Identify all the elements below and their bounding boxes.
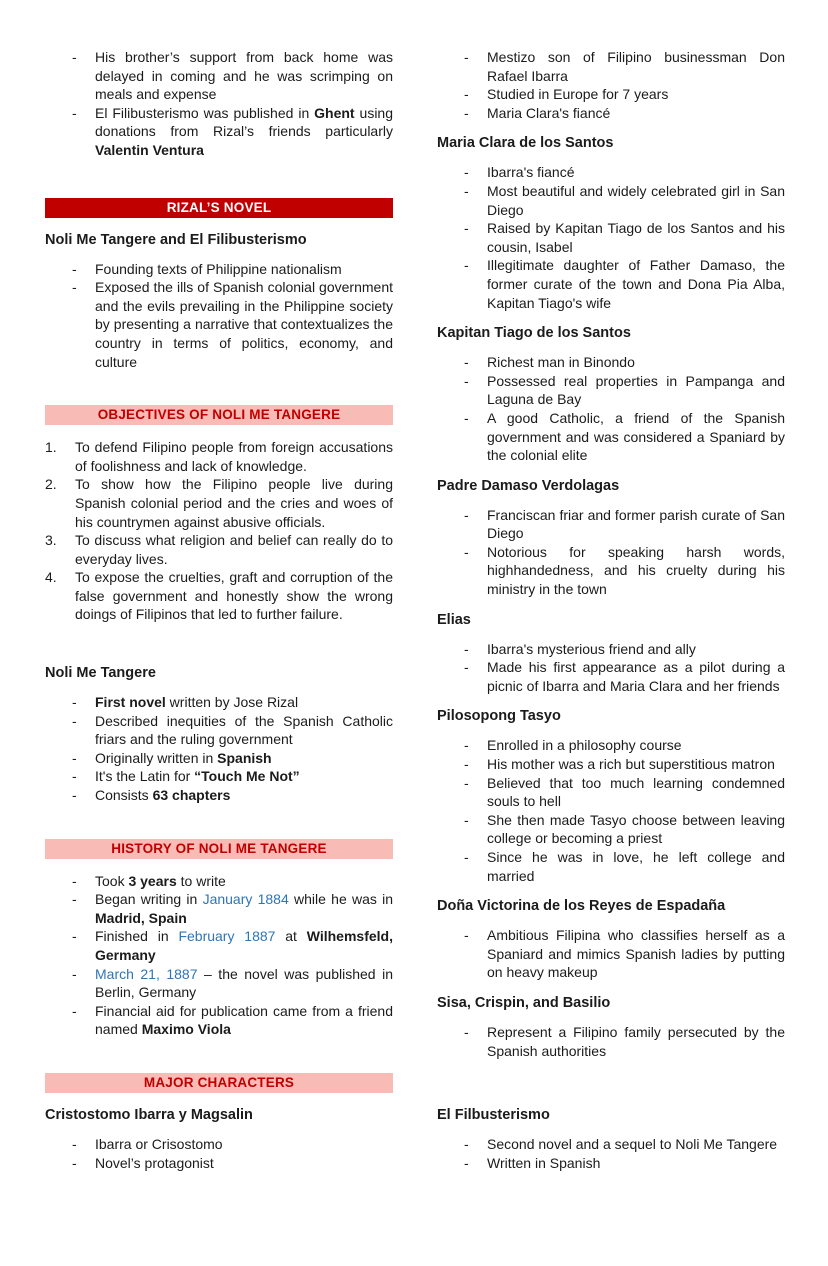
section-banner-history-of-noli-me-tangere: HISTORY OF NOLI ME TANGERE — [45, 839, 393, 859]
dash-marker: - — [72, 104, 77, 121]
bullet-item — [437, 755, 785, 774]
bullet-item — [45, 104, 393, 160]
text-run: She then made Tasyo choose between leaving college or becoming a priest — [487, 811, 785, 847]
bullet-item — [437, 658, 785, 695]
date-highlight-run: February 1887 — [178, 928, 276, 945]
bullet-list — [45, 260, 393, 372]
dash-marker: - — [464, 1023, 469, 1040]
dash-marker: - — [72, 872, 77, 889]
bullet-item — [45, 965, 393, 1002]
dash-marker: - — [464, 257, 469, 274]
text-run: Ibarra's mysterious friend and ally — [487, 640, 696, 657]
bold-text-run: Valentin Ventura — [95, 141, 204, 158]
text-run: Novel’s protagonist — [95, 1154, 214, 1171]
text-run: Founding texts of Philippine nationalism — [95, 260, 342, 277]
heading-do-a-victorina-de-los-reyes-de-espada-a: Doña Victorina de los Reyes de Espadaña — [437, 898, 726, 915]
text-run: Raised by Kapitan Tiago de los Santos and his cousin, Isabel — [487, 220, 785, 255]
bullet-item — [45, 749, 393, 768]
bullet-item — [437, 48, 785, 85]
bullet-item — [45, 927, 393, 964]
dash-marker: - — [72, 1154, 77, 1171]
date-highlight-run: March 21, 1887 — [95, 965, 198, 982]
heading-noli-me-tangere: Noli Me Tangere — [45, 665, 156, 682]
numbered-item — [45, 438, 393, 475]
bold-text-run: “Touch Me Not” — [194, 768, 300, 785]
text-run: Illegitimate daughter of Father Damaso, the former curate of the town and Dona Pia Alba, Kapitan Tiago's wife — [487, 257, 785, 311]
text-run: To expose the cruelties, graft and corruption of the false government and honestly show the wrong doings of Filipinos that led to further failure. — [75, 569, 393, 623]
text-run: – the novel was published in Berlin, Germany — [95, 965, 393, 1001]
dash-marker: - — [464, 182, 469, 199]
bullet-list — [437, 1135, 785, 1172]
bullet-item — [437, 85, 785, 104]
dash-marker: - — [72, 1002, 77, 1019]
bold-text-run: Maximo Viola — [141, 1021, 231, 1038]
text-run: Second novel and a sequel to Noli Me Tangere — [487, 1136, 778, 1153]
dash-marker: - — [464, 104, 469, 121]
bullet-list — [45, 693, 393, 805]
section-banner-objectives-of-noli-me-tangere: OBJECTIVES OF NOLI ME TANGERE — [45, 405, 393, 425]
dash-marker: - — [464, 220, 469, 237]
text-run: Maria Clara's fiancé — [487, 104, 611, 121]
text-run: It's the Latin for — [95, 768, 195, 785]
dash-marker: - — [464, 659, 469, 676]
dash-marker: - — [72, 787, 77, 804]
text-run: Franciscan friar and former parish curate of San Diego — [487, 506, 785, 542]
bullet-item — [437, 640, 785, 659]
dash-marker: - — [72, 891, 77, 908]
bullet-item — [437, 811, 785, 848]
dash-marker: - — [72, 694, 77, 711]
number-marker: 4. — [45, 569, 57, 586]
bullet-item — [437, 182, 785, 219]
dash-marker: - — [72, 965, 77, 982]
bold-text-run: Wilhemsfeld, Germany — [95, 928, 393, 963]
bullet-item — [437, 506, 785, 543]
bullet-item — [45, 1154, 393, 1173]
vertical-spacer — [45, 371, 393, 405]
dash-marker: - — [72, 279, 77, 296]
number-marker: 1. — [45, 439, 57, 456]
text-run: Exposed the ills of Spanish colonial government and the evils prevailing in the Philippine society by presenting a narrative that contextualizes the country in terms of politics, economy, and culture — [95, 279, 393, 370]
bullet-item — [45, 260, 393, 279]
bullet-item — [437, 409, 785, 465]
bullet-item — [437, 543, 785, 599]
text-run: written by Jose Rizal — [165, 694, 299, 711]
bullet-list — [437, 926, 785, 982]
text-run: Studied in Europe for 7 years — [487, 86, 669, 103]
text-run: His brother’s support from back home was delayed in coming and he was scrimping on meals and expense — [95, 49, 393, 103]
text-run: at — [275, 928, 307, 945]
bullet-list — [437, 48, 785, 122]
bold-text-run: Spanish — [217, 749, 272, 766]
text-run: To show how the Filipino people live during Spanish colonial period and the cries and woes of his countrymen against abusive officials. — [75, 476, 393, 530]
bullet-item — [437, 736, 785, 755]
text-run: Financial aid for publication came from a friend named — [95, 1002, 393, 1038]
text-run: Consists — [95, 787, 153, 804]
text-run: Most beautiful and widely celebrated girl in San Diego — [487, 182, 785, 218]
text-run: Enrolled in a philosophy course — [487, 737, 682, 754]
bullet-item — [45, 693, 393, 712]
bullet-item — [45, 872, 393, 891]
dash-marker: - — [464, 927, 469, 944]
bullet-list — [437, 506, 785, 599]
numbered-item — [45, 531, 393, 568]
right-column — [437, 48, 785, 1172]
heading-elias: Elias — [437, 611, 471, 628]
text-run: Written in Spanish — [487, 1154, 601, 1171]
text-run: Ibarra or Crisostomo — [95, 1135, 223, 1152]
text-run: Since he was in love, he left college and married — [487, 849, 785, 884]
number-marker: 3. — [45, 532, 57, 549]
heading-kapitan-tiago-de-los-santos: Kapitan Tiago de los Santos — [437, 325, 631, 342]
dash-marker: - — [464, 1136, 469, 1153]
section-banner-rizal-s-novel: RIZAL’S NOVEL — [45, 198, 393, 218]
dash-marker: - — [72, 928, 77, 945]
bullet-item — [437, 163, 785, 182]
heading-cristostomo-ibarra-y-magsalin: Cristostomo Ibarra y Magsalin — [45, 1106, 253, 1123]
text-run: to write — [176, 872, 226, 889]
bullet-list — [45, 1135, 393, 1172]
dash-marker: - — [464, 506, 469, 523]
dash-marker: - — [464, 811, 469, 828]
dash-marker: - — [464, 372, 469, 389]
bullet-item — [437, 1135, 785, 1154]
text-run: To defend Filipino people from foreign accusations of foolishness and lack of knowledge. — [75, 439, 393, 474]
heading-sisa-crispin-and-basilio: Sisa, Crispin, and Basilio — [437, 994, 611, 1011]
bullet-item — [437, 926, 785, 982]
dash-marker: - — [72, 49, 77, 65]
bold-text-run: First novel — [95, 694, 166, 711]
text-run: Richest man in Binondo — [487, 354, 635, 371]
text-run: Mestizo son of Filipino businessman Don Rafael Ibarra — [487, 49, 785, 84]
bullet-item — [45, 712, 393, 749]
heading-maria-clara-de-los-santos: Maria Clara de los Santos — [437, 135, 614, 152]
dash-marker: - — [464, 1154, 469, 1171]
text-run: using donations from Rizal’s friends particularly — [95, 104, 394, 140]
bullet-list — [45, 48, 393, 160]
numbered-item — [45, 475, 393, 531]
dash-marker: - — [72, 260, 77, 277]
dash-marker: - — [464, 49, 469, 65]
bullet-item — [437, 219, 785, 256]
dash-marker: - — [464, 756, 469, 773]
number-marker: 2. — [45, 476, 57, 493]
bullet-item — [45, 278, 393, 371]
bullet-item — [437, 774, 785, 811]
heading-el-filbusterismo: El Filbusterismo — [437, 1107, 550, 1124]
vertical-spacer — [45, 160, 393, 198]
text-run: while he was in — [288, 891, 393, 908]
vertical-spacer — [437, 1060, 785, 1094]
bullet-list — [45, 872, 393, 1039]
bullet-item — [45, 786, 393, 805]
bold-text-run: Ghent — [314, 104, 355, 121]
text-run: Ambitious Filipina who classifies herself as a Spaniard and mimics Spanish ladies by putting on heavy makeup — [487, 927, 785, 981]
text-run: Represent a Filipino family persecuted by the Spanish authorities — [487, 1023, 785, 1059]
bold-text-run: 63 chapters — [152, 787, 231, 804]
date-highlight-run: January 1884 — [202, 891, 289, 908]
heading-padre-damaso-verdolagas: Padre Damaso Verdolagas — [437, 477, 620, 494]
text-run: El Filibusterismo was published in — [95, 104, 315, 121]
bullet-item — [45, 890, 393, 927]
text-run: Began writing in — [95, 891, 203, 908]
bullet-item — [437, 353, 785, 372]
bold-text-run: 3 years — [128, 872, 177, 889]
numbered-list — [45, 438, 393, 624]
dash-marker: - — [72, 1135, 77, 1152]
dash-marker: - — [72, 749, 77, 766]
bullet-item — [437, 848, 785, 885]
text-run: Possessed real properties in Pampanga and Laguna de Bay — [487, 372, 785, 408]
bullet-item — [45, 767, 393, 786]
dash-marker: - — [464, 640, 469, 657]
text-run: His mother was a rich but superstitious matron — [487, 756, 775, 773]
bullet-list — [437, 353, 785, 465]
text-run: Originally written in — [95, 749, 218, 766]
text-run: Ibarra's fiancé — [487, 164, 575, 181]
left-column — [45, 48, 393, 1172]
vertical-spacer — [45, 1039, 393, 1073]
dash-marker: - — [464, 164, 469, 181]
dash-marker: - — [464, 774, 469, 791]
section-banner-major-characters: MAJOR CHARACTERS — [45, 1073, 393, 1093]
vertical-spacer — [45, 805, 393, 839]
bullet-item — [45, 1002, 393, 1039]
text-run: Finished in — [95, 928, 179, 945]
bullet-list — [437, 640, 785, 696]
text-run: A good Catholic, a friend of the Spanish government and was considered a Spaniard by the colonial elite — [487, 409, 785, 464]
bullet-list — [437, 736, 785, 885]
dash-marker: - — [464, 86, 469, 103]
dash-marker: - — [464, 409, 469, 426]
text-run: Believed that too much learning condemned souls to hell — [487, 774, 785, 810]
bullet-item — [437, 372, 785, 409]
vertical-spacer — [45, 624, 393, 652]
dash-marker: - — [72, 768, 77, 785]
text-run: Took — [95, 872, 129, 889]
bullet-item — [45, 1135, 393, 1154]
dash-marker: - — [72, 712, 77, 729]
text-run: Described inequities of the Spanish Catholic friars and the ruling government — [95, 712, 393, 748]
bullet-item — [437, 1154, 785, 1173]
dash-marker: - — [464, 737, 469, 754]
text-run: To discuss what religion and belief can really do to everyday lives. — [75, 532, 393, 567]
text-run: Made his first appearance as a pilot during a picnic of Ibarra and Maria Clara and her friends — [487, 659, 785, 694]
dash-marker: - — [464, 354, 469, 371]
bullet-item — [45, 48, 393, 104]
bold-text-run: Madrid, Spain — [95, 909, 187, 926]
heading-noli-me-tangere-and-el-filibusterismo: Noli Me Tangere and El Filibusterismo — [45, 231, 307, 248]
dash-marker: - — [464, 849, 469, 865]
bullet-item — [437, 256, 785, 312]
numbered-item — [45, 568, 393, 624]
bullet-list — [437, 1023, 785, 1060]
bullet-item — [437, 1023, 785, 1060]
dash-marker: - — [464, 543, 469, 560]
text-run: Notorious for speaking harsh words, highhandedness, and his cruelty during his ministry in the town — [487, 543, 785, 598]
bullet-item — [437, 104, 785, 123]
heading-pilosopong-tasyo: Pilosopong Tasyo — [437, 708, 561, 725]
bullet-list — [437, 163, 785, 312]
